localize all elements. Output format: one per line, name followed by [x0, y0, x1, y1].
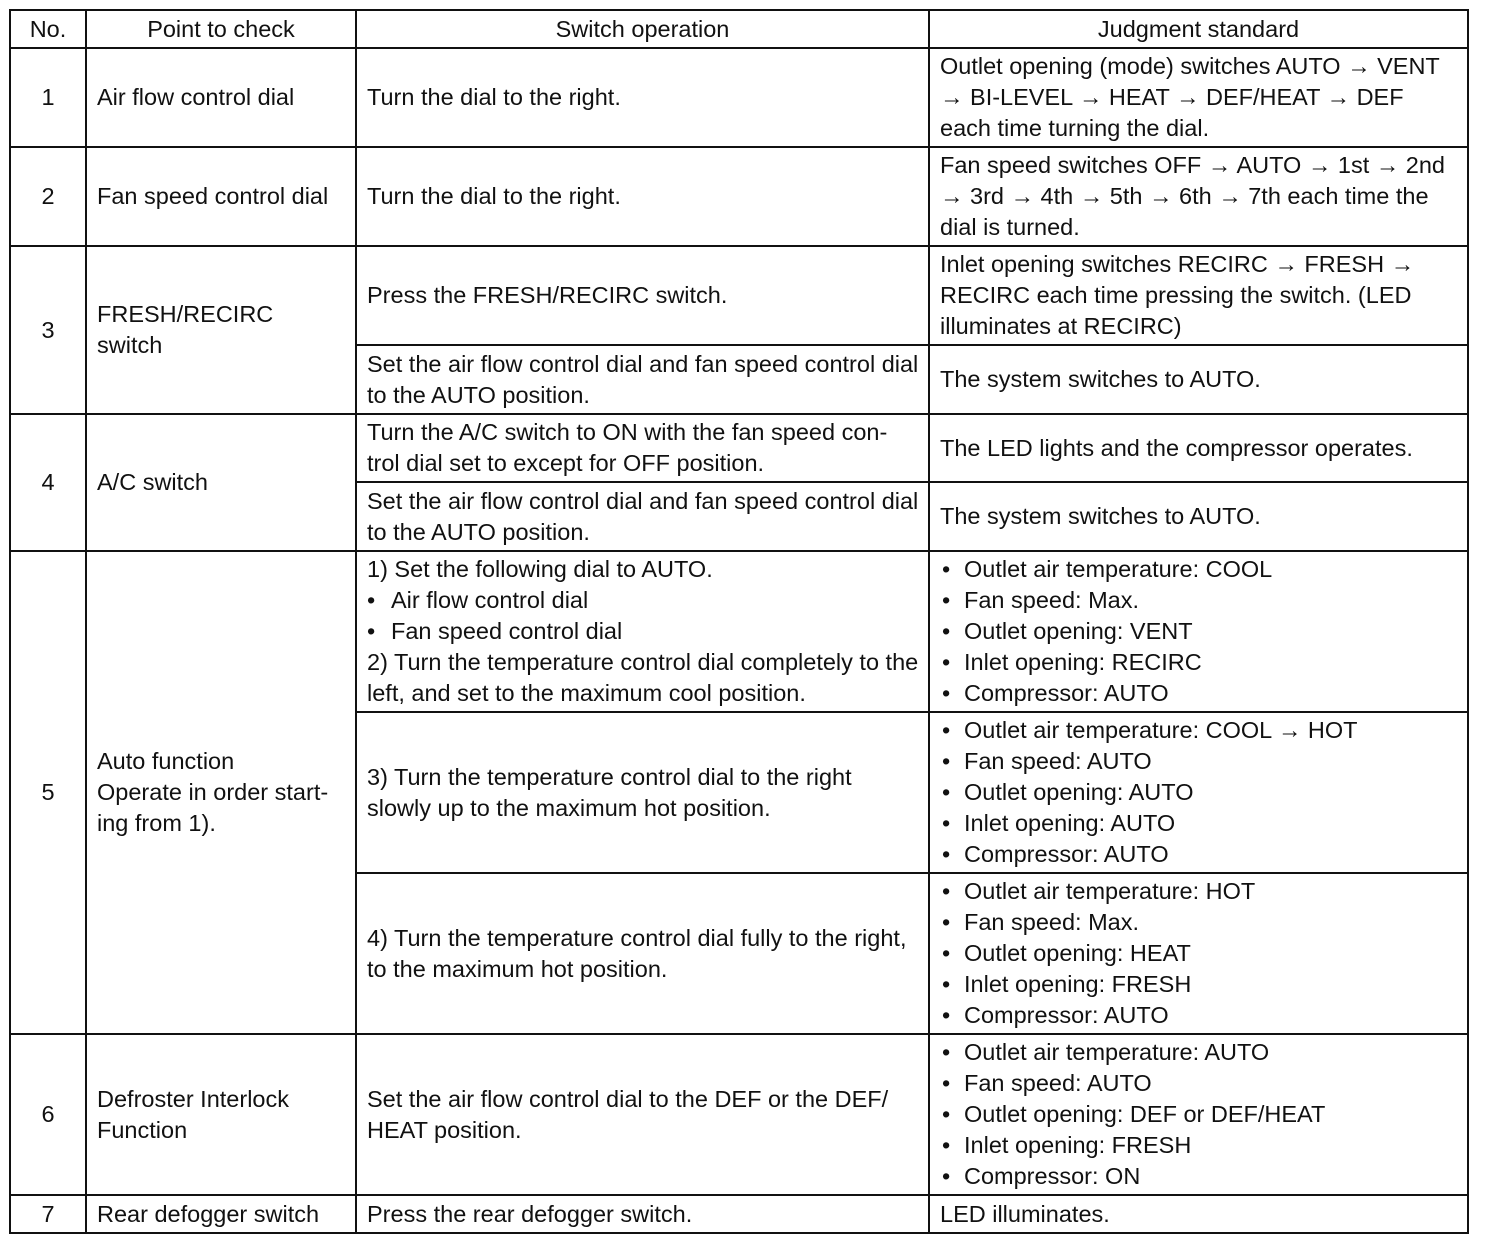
operation-sub-item: • Air flow control dial [367, 585, 919, 616]
judgment-standard: Fan speed switches OFF → AUTO → 1st → 2nd → 3rd → 4th → 5th → 6th → 7th each time the dial is turned. [929, 147, 1468, 246]
row-number: 1 [10, 48, 86, 147]
standard-item: • Outlet opening: HEAT [940, 938, 1458, 969]
point-text-line: Operate in order start-ing from 1). [97, 779, 329, 836]
standard-item: • Outlet air temperature: COOL → HOT [940, 715, 1458, 746]
row-number: 4 [10, 414, 86, 551]
switch-operation: Press the rear defogger switch. [356, 1195, 929, 1233]
switch-operation: Turn the dial to the right. [356, 48, 929, 147]
judgment-standard [929, 873, 1468, 1034]
standard-item: • Compressor: AUTO [940, 678, 1458, 709]
switch-operation: Set the air flow control dial and fan speed control dial to the AUTO position. [356, 345, 929, 414]
standard-item: • Outlet opening: VENT [940, 616, 1458, 647]
point-to-check: Defroster Interlock Function [86, 1034, 356, 1195]
point-to-check: Rear defogger switch [86, 1195, 356, 1233]
standard-item: • Compressor: AUTO [940, 839, 1458, 870]
point-to-check [86, 246, 356, 414]
table-row [10, 1034, 1468, 1195]
row-number: 2 [10, 147, 86, 246]
judgment-standard [929, 712, 1468, 873]
judgment-standard: Outlet opening (mode) switches AUTO → VENT → BI-LEVEL → HEAT → DEF/HEAT → DEF each time turning the dial. [929, 48, 1468, 147]
judgment-standard: LED illuminates. [929, 1195, 1468, 1233]
standard-item: • Outlet air temperature: AUTO [940, 1037, 1458, 1068]
standard-item: • Fan speed: AUTO [940, 746, 1458, 777]
switch-operation: Turn the A/C switch to ON with the fan speed con-trol dial set to except for OFF position. [356, 414, 929, 482]
switch-operation: Press the FRESH/RECIRC switch. [356, 246, 929, 345]
standard-item: • Outlet air temperature: HOT [940, 876, 1458, 907]
standard-item: • Fan speed: Max. [940, 907, 1458, 938]
standard-item: • Inlet opening: FRESH [940, 969, 1458, 1000]
row-number: 3 [10, 246, 86, 414]
operation-sub-item: • Fan speed control dial [367, 616, 919, 647]
header-point-to-check: Point to check [86, 10, 356, 48]
standard-item: • Inlet opening: AUTO [940, 808, 1458, 839]
switch-operation [356, 551, 929, 712]
table-header-row [10, 10, 1468, 48]
point-text: FRESH/RECIRC switch [97, 301, 274, 358]
header-no: No. [10, 10, 86, 48]
switch-operation: Turn the dial to the right. [356, 147, 929, 246]
table-row [10, 1195, 1468, 1233]
standard-item: • Fan speed: Max. [940, 585, 1458, 616]
point-to-check [86, 551, 356, 1034]
row-number: 7 [10, 1195, 86, 1233]
standard-item: • Compressor: ON [940, 1161, 1458, 1192]
standard-item: • Outlet opening: AUTO [940, 777, 1458, 808]
header-switch-operation: Switch operation [356, 10, 929, 48]
standard-item: • Inlet opening: FRESH [940, 1130, 1458, 1161]
standard-item: • Compressor: AUTO [940, 1000, 1458, 1031]
switch-operation: 4) Turn the temperature control dial fully to the right, to the maximum hot position. [356, 873, 929, 1034]
judgment-standard [929, 1034, 1468, 1195]
judgment-standard [929, 551, 1468, 712]
operation-step: 2) Turn the temperature control dial completely to the left, and set to the maximum cool position. [367, 649, 919, 706]
switch-operation: Set the air flow control dial to the DEF or the DEF/ HEAT position. [356, 1034, 929, 1195]
judgment-standard: Inlet opening switches RECIRC → FRESH → RECIRC each time pressing the switch. (LED illuminates at RECIRC) [929, 246, 1468, 345]
standard-item: • Fan speed: AUTO [940, 1068, 1458, 1099]
point-to-check: A/C switch [86, 414, 356, 551]
table-row [10, 147, 1468, 246]
point-to-check: Fan speed control dial [86, 147, 356, 246]
point-to-check: Air flow control dial [86, 48, 356, 147]
standard-item: • Inlet opening: RECIRC [940, 647, 1458, 678]
table-row [10, 551, 1468, 712]
table-row [10, 246, 1468, 345]
table-row [10, 414, 1468, 482]
row-number: 6 [10, 1034, 86, 1195]
switch-check-table [9, 9, 1469, 1234]
point-text-line: Auto function [97, 748, 235, 774]
table-row [10, 48, 1468, 147]
operation-step: 1) Set the following dial to AUTO. [367, 556, 713, 582]
judgment-standard: The LED lights and the compressor operates. [929, 414, 1468, 482]
standard-item: • Outlet opening: DEF or DEF/HEAT [940, 1099, 1458, 1130]
switch-operation: 3) Turn the temperature control dial to the right slowly up to the maximum hot position. [356, 712, 929, 873]
switch-operation: Set the air flow control dial and fan speed control dial to the AUTO position. [356, 482, 929, 551]
standard-item: • Outlet air temperature: COOL [940, 554, 1458, 585]
judgment-standard: The system switches to AUTO. [929, 482, 1468, 551]
page [9, 9, 1469, 1234]
header-judgment-standard: Judgment standard [929, 10, 1468, 48]
row-number: 5 [10, 551, 86, 1034]
judgment-standard: The system switches to AUTO. [929, 345, 1468, 414]
